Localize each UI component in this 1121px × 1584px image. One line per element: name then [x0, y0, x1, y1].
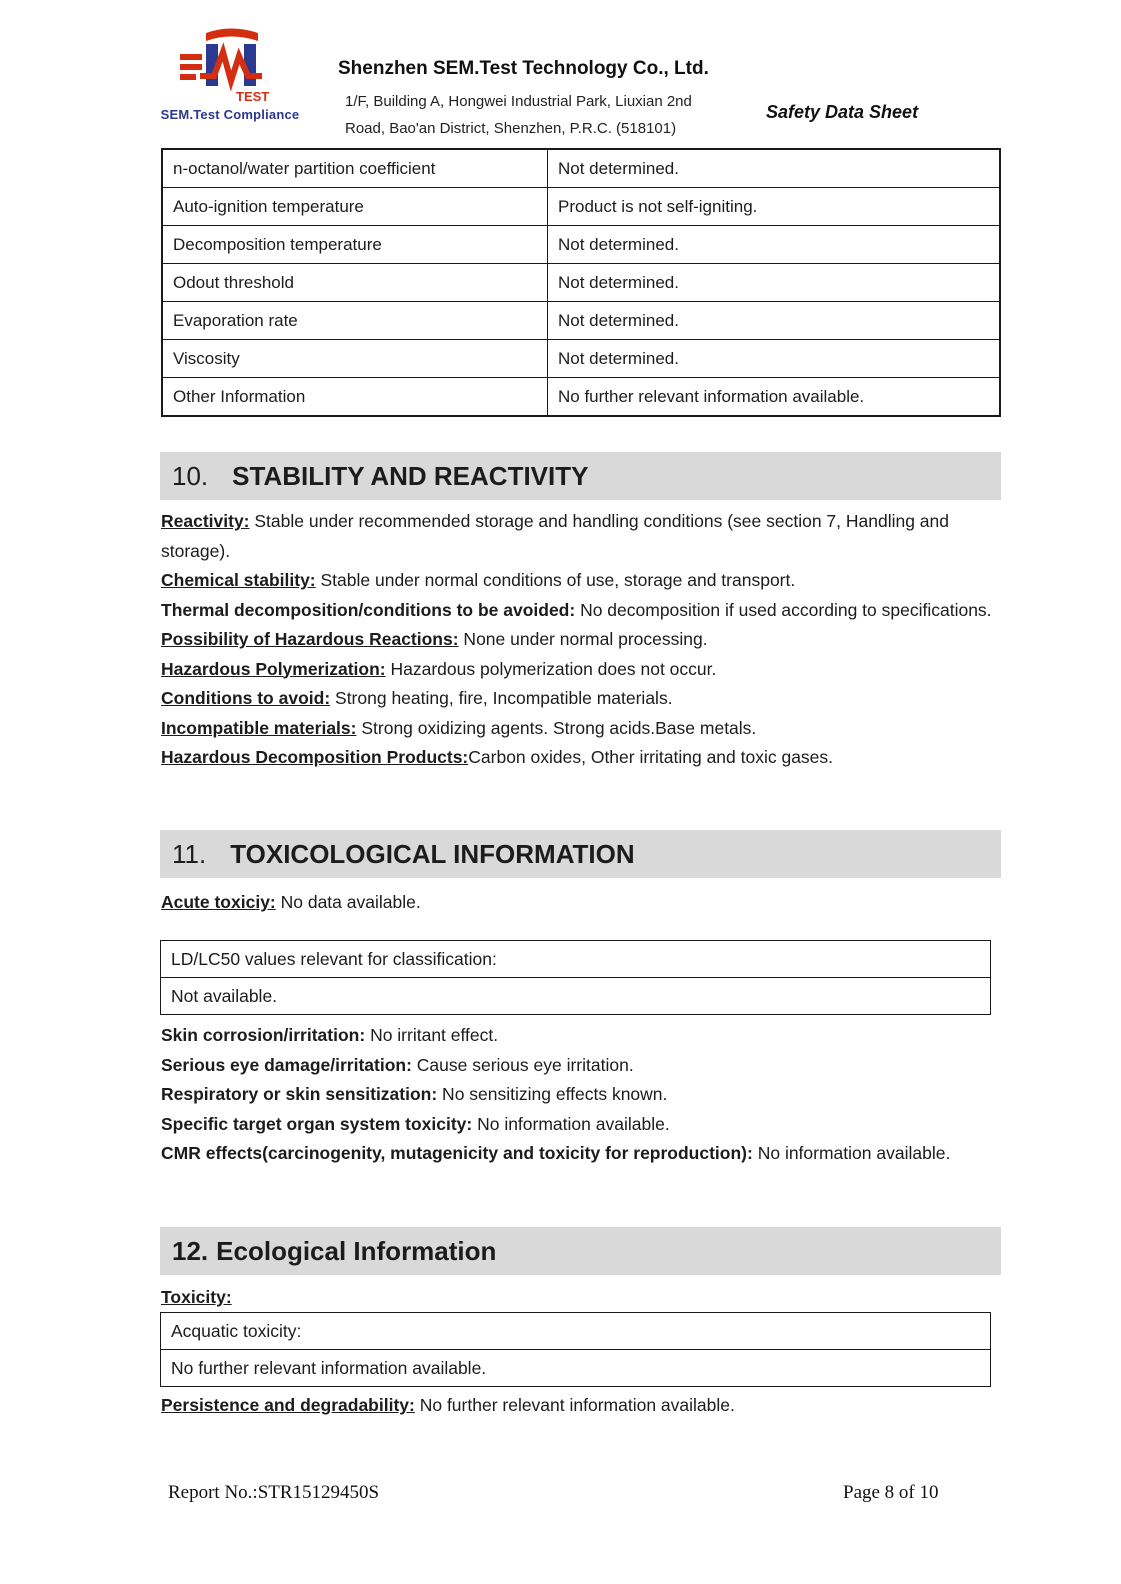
property-value: Not determined. [548, 302, 1001, 340]
persistence-paragraph: Persistence and degradability: No further relevant information available. [161, 1395, 735, 1415]
report-number: Report No.:STR15129450S [168, 1482, 380, 1503]
property-row [162, 226, 1000, 264]
toxicity-label: Toxicity: [161, 1287, 232, 1307]
property-value: No further relevant information available. [548, 378, 1001, 417]
aquatic-toxicity-table [160, 1312, 991, 1387]
ld-lc50-header: LD/LC50 values relevant for classification: [161, 941, 991, 978]
eye-damage-paragraph: Serious eye damage/irritation: Cause serious eye irritation. [161, 1054, 634, 1075]
property-label: Viscosity [162, 340, 548, 378]
section-title: TOXICOLOGICAL INFORMATION [230, 838, 635, 869]
property-label: Odout threshold [162, 264, 548, 302]
address-line-2: Road, Bao'an District, Shenzhen, P.R.C. (518101) [345, 120, 677, 137]
logo-caption: SEM.Test Compliance [160, 107, 300, 122]
company-name: Shenzhen SEM.Test Technology Co., Ltd. [338, 58, 709, 79]
hazardous-decomposition-paragraph: Hazardous Decomposition Products:Carbon oxides, Other irritating and toxic gases. [161, 747, 834, 767]
skin-corrosion-paragraph: Skin corrosion/irritation: No irritant effect. [161, 1025, 499, 1045]
conditions-to-avoid-paragraph: Conditions to avoid: Strong heating, fire, Incompatible materials. [161, 688, 673, 708]
table-row [161, 941, 991, 978]
property-value: Not determined. [548, 226, 1001, 264]
property-value: Not determined. [548, 264, 1001, 302]
section-11-body [161, 1021, 1001, 1169]
section-number: 12. [172, 1235, 209, 1266]
property-row [162, 149, 1000, 188]
ld-lc50-value: Not available. [161, 978, 991, 1015]
section-10-body [161, 507, 1001, 773]
reactivity-paragraph: Reactivity: Stable under recommended storage and handling conditions (see section 7, Handling and storage). [161, 511, 950, 561]
cmr-effects-paragraph: CMR effects(carcinogenity, mutagenicity and toxicity for reproduction): No information available. [161, 1143, 951, 1163]
page-number: Page 8 of 10 [843, 1482, 939, 1503]
thermal-decomposition-paragraph: Thermal decomposition/conditions to be avoided: No decomposition if used according to specifications. [161, 599, 992, 620]
chemical-stability-paragraph: Chemical stability: Stable under normal conditions of use, storage and transport. [161, 570, 796, 590]
ld-lc50-table [160, 940, 991, 1015]
property-value: Not determined. [548, 149, 1001, 188]
target-organ-paragraph: Specific target organ system toxicity: No information available. [161, 1113, 670, 1134]
address-line-1: 1/F, Building A, Hongwei Industrial Park, Liuxian 2nd [345, 93, 692, 110]
hazardous-reactions-paragraph: Possibility of Hazardous Reactions: None under normal processing. [161, 629, 708, 649]
hazardous-polymerization-paragraph: Hazardous Polymerization: Hazardous polymerization does not occur. [161, 658, 717, 679]
section-number: 10. [172, 460, 209, 491]
properties-table [161, 148, 1001, 417]
section-11-header [160, 830, 1001, 878]
property-label: Auto-ignition temperature [162, 188, 548, 226]
table-row [161, 978, 991, 1015]
aquatic-toxicity-header: Acquatic toxicity: [161, 1313, 991, 1350]
section-title: Ecological Information [216, 1235, 497, 1266]
company-logo [148, 26, 312, 122]
table-row [161, 1350, 991, 1387]
property-row [162, 188, 1000, 226]
property-row [162, 340, 1000, 378]
property-label: Other Information [162, 378, 548, 417]
property-row [162, 378, 1000, 417]
sensitization-paragraph: Respiratory or skin sensitization: No sensitizing effects known. [161, 1084, 668, 1104]
logo-icon [174, 26, 286, 106]
property-label: Decomposition temperature [162, 226, 548, 264]
svg-text:TEST: TEST [236, 89, 270, 104]
section-10-header [160, 452, 1001, 500]
property-label: Evaporation rate [162, 302, 548, 340]
property-label: n-octanol/water partition coefficient [162, 149, 548, 188]
property-row [162, 264, 1000, 302]
property-row [162, 302, 1000, 340]
section-12-header [160, 1227, 1001, 1275]
incompatible-materials-paragraph: Incompatible materials: Strong oxidizing agents. Strong acids.Base metals. [161, 717, 757, 738]
property-value: Not determined. [548, 340, 1001, 378]
section-number: 11. [172, 838, 207, 869]
aquatic-toxicity-value: No further relevant information available. [161, 1350, 991, 1387]
property-value: Product is not self-igniting. [548, 188, 1001, 226]
section-title: STABILITY AND REACTIVITY [232, 460, 589, 491]
document-title: Safety Data Sheet [766, 102, 919, 122]
table-row [161, 1313, 991, 1350]
acute-toxicity-paragraph: Acute toxiciy: No data available. [161, 892, 421, 912]
